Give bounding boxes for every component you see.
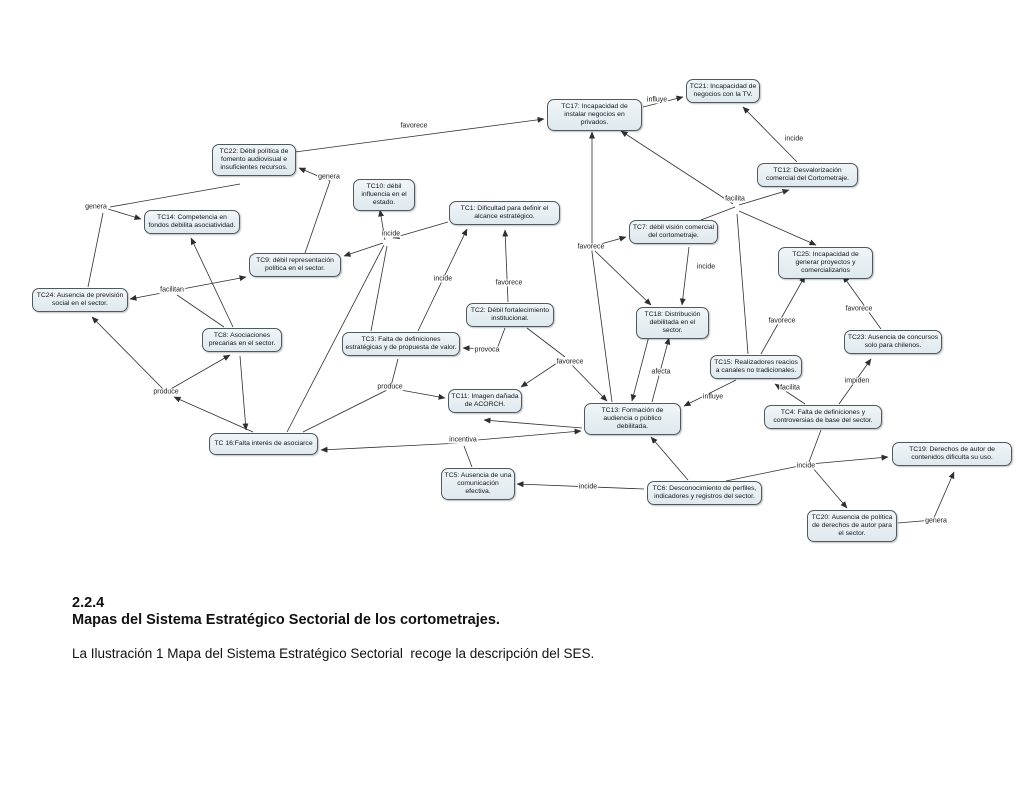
edge-line	[737, 214, 748, 354]
edge-label: afecta	[651, 368, 671, 376]
edge-line	[466, 431, 581, 441]
node-TC23: TC23: Ausencia de concursos solo para chilenos.	[844, 330, 942, 354]
edge-line	[810, 457, 888, 464]
node-TC4: TC4: Falta de definiciones y controversias de base del sector.	[764, 405, 882, 429]
edge-line	[812, 467, 847, 508]
edge-line	[92, 317, 164, 390]
edge-line	[484, 420, 582, 428]
edge-line	[567, 360, 607, 401]
node-TC5: TC5: Ausencia de una comunicación efectiva.	[441, 468, 515, 500]
edge-label: incentiva	[449, 436, 477, 444]
edge-line	[592, 132, 612, 402]
edge-line	[108, 209, 141, 219]
node-TC15: TC15: Realizadores reacios a canales no tradicionales.	[710, 355, 802, 379]
node-TC19: TC19: Derechos de autor de contenidos dificulta su uso.	[892, 442, 1012, 466]
edge-line	[739, 190, 789, 205]
edge-line	[169, 355, 230, 390]
edge-label: favorece	[845, 305, 873, 313]
node-TC17: TC17: Incapacidad de instalar negocios en privados.	[547, 99, 642, 131]
node-TC24: TC24: Ausencia de previsión social en el sector.	[32, 288, 128, 312]
edge-line	[321, 443, 461, 450]
node-TC2: TC2: Débil fortalecimiento institucional.	[466, 303, 554, 327]
node-TC1: TC1: Dificultad para definir el alcance estratégico.	[449, 201, 560, 225]
node-TC3: TC3: Falta de definiciones estratégicas y de propuesta de valor.	[342, 332, 460, 356]
edge-label: favorece	[768, 317, 796, 325]
edge-label: impiden	[844, 377, 870, 385]
node-TC16: TC 16:Falta interés de asociarce	[209, 433, 318, 455]
edge-label: provoca	[474, 346, 500, 354]
section-number: 2.2.4	[72, 595, 105, 611]
edge-line	[701, 207, 735, 220]
edge-label: influye	[646, 96, 668, 104]
edge-label: facilita	[780, 384, 800, 392]
edge-line	[682, 247, 689, 305]
edge-line	[898, 472, 954, 523]
edge-line	[464, 446, 472, 467]
edge-line	[632, 336, 649, 401]
edge-line	[177, 277, 246, 290]
node-TC10: TC10: débil influencia en el estado.	[353, 179, 415, 211]
edge-line	[177, 295, 224, 327]
edge-label: incide	[796, 462, 816, 470]
node-TC13: TC13: Formación de audiencia o público debilitada.	[584, 403, 681, 435]
edge-label: genera	[318, 173, 340, 181]
edge-line	[393, 222, 448, 238]
edge-line	[303, 390, 387, 432]
node-TC6: TC6: Desconocimiento de perfiles, indicadores y registros del sector.	[647, 481, 762, 505]
edge-line	[761, 276, 805, 354]
node-TC14: TC14: Competencia en fondos debilita asociatividad.	[144, 210, 240, 234]
edge-line	[191, 238, 233, 327]
edge-label: produce	[153, 388, 179, 396]
edge-line	[809, 430, 821, 462]
edge-line	[527, 328, 565, 357]
edge-line	[174, 397, 253, 432]
node-TC11: TC11: Imagen dañada de ACORCH.	[448, 389, 522, 413]
edge-line	[240, 356, 246, 430]
section-paragraph: La Ilustración 1 Mapa del Sistema Estratégico Sectorial recoge la descripción del SES.	[72, 646, 595, 662]
node-TC7: TC7: débil visión comercial del cortometraje.	[629, 220, 718, 244]
edge-label: incide	[381, 230, 401, 238]
edge-label: produce	[377, 383, 403, 391]
edge-line	[726, 466, 799, 481]
node-TC20: TC20: Ausencia de política de derechos de autor para el sector.	[807, 510, 897, 542]
edge-line	[344, 243, 383, 256]
edge-line	[843, 276, 881, 329]
section-text	[72, 595, 772, 661]
edge-label: favorece	[577, 243, 605, 251]
edge-label: incide	[578, 483, 598, 491]
edge-label: favorece	[400, 122, 428, 130]
node-TC12: TC12: Desvalorización comercial del Cortometraje.	[757, 163, 858, 187]
edge-label: genera	[85, 203, 107, 211]
edge-label: incide	[433, 275, 453, 283]
node-TC22: TC22: Débil política de fomento audiovisual e insuficientes recursos.	[212, 144, 296, 176]
edge-label: incide	[696, 263, 716, 271]
edge-label: genera	[925, 517, 947, 525]
edge-line	[88, 213, 103, 287]
node-TC25: TC25: Incapacidad de generar proyectos y comercializarlos	[778, 247, 873, 279]
edge-label: favorece	[495, 279, 523, 287]
edge-label: incide	[784, 135, 804, 143]
edge-line	[743, 107, 797, 162]
edge-line	[299, 168, 330, 253]
edge-line	[391, 359, 398, 386]
edge-label: facilita	[725, 195, 745, 203]
node-TC18: TC18: Distribución debilitada en el sector.	[636, 307, 709, 339]
section-title: Mapas del Sistema Estratégico Sectorial de los cortometrajes.	[72, 612, 500, 629]
edge-line	[651, 437, 688, 480]
edge-label: facilitan	[160, 286, 184, 294]
edge-line	[505, 230, 508, 302]
node-TC21: TC21: Incapacidad de negocios con la TV.	[686, 79, 760, 103]
edge-line	[595, 251, 651, 305]
node-TC9: TC9: débil representación política en el sector.	[249, 253, 341, 277]
edge-line	[110, 184, 240, 207]
edge-line	[621, 131, 733, 204]
edge-line	[371, 246, 387, 331]
edge-line	[739, 211, 816, 245]
edge-label: favorece	[556, 358, 584, 366]
node-TC8: TC8: Asociaciones precarias en el sector.	[202, 328, 282, 352]
edge-label: influye	[702, 393, 724, 401]
